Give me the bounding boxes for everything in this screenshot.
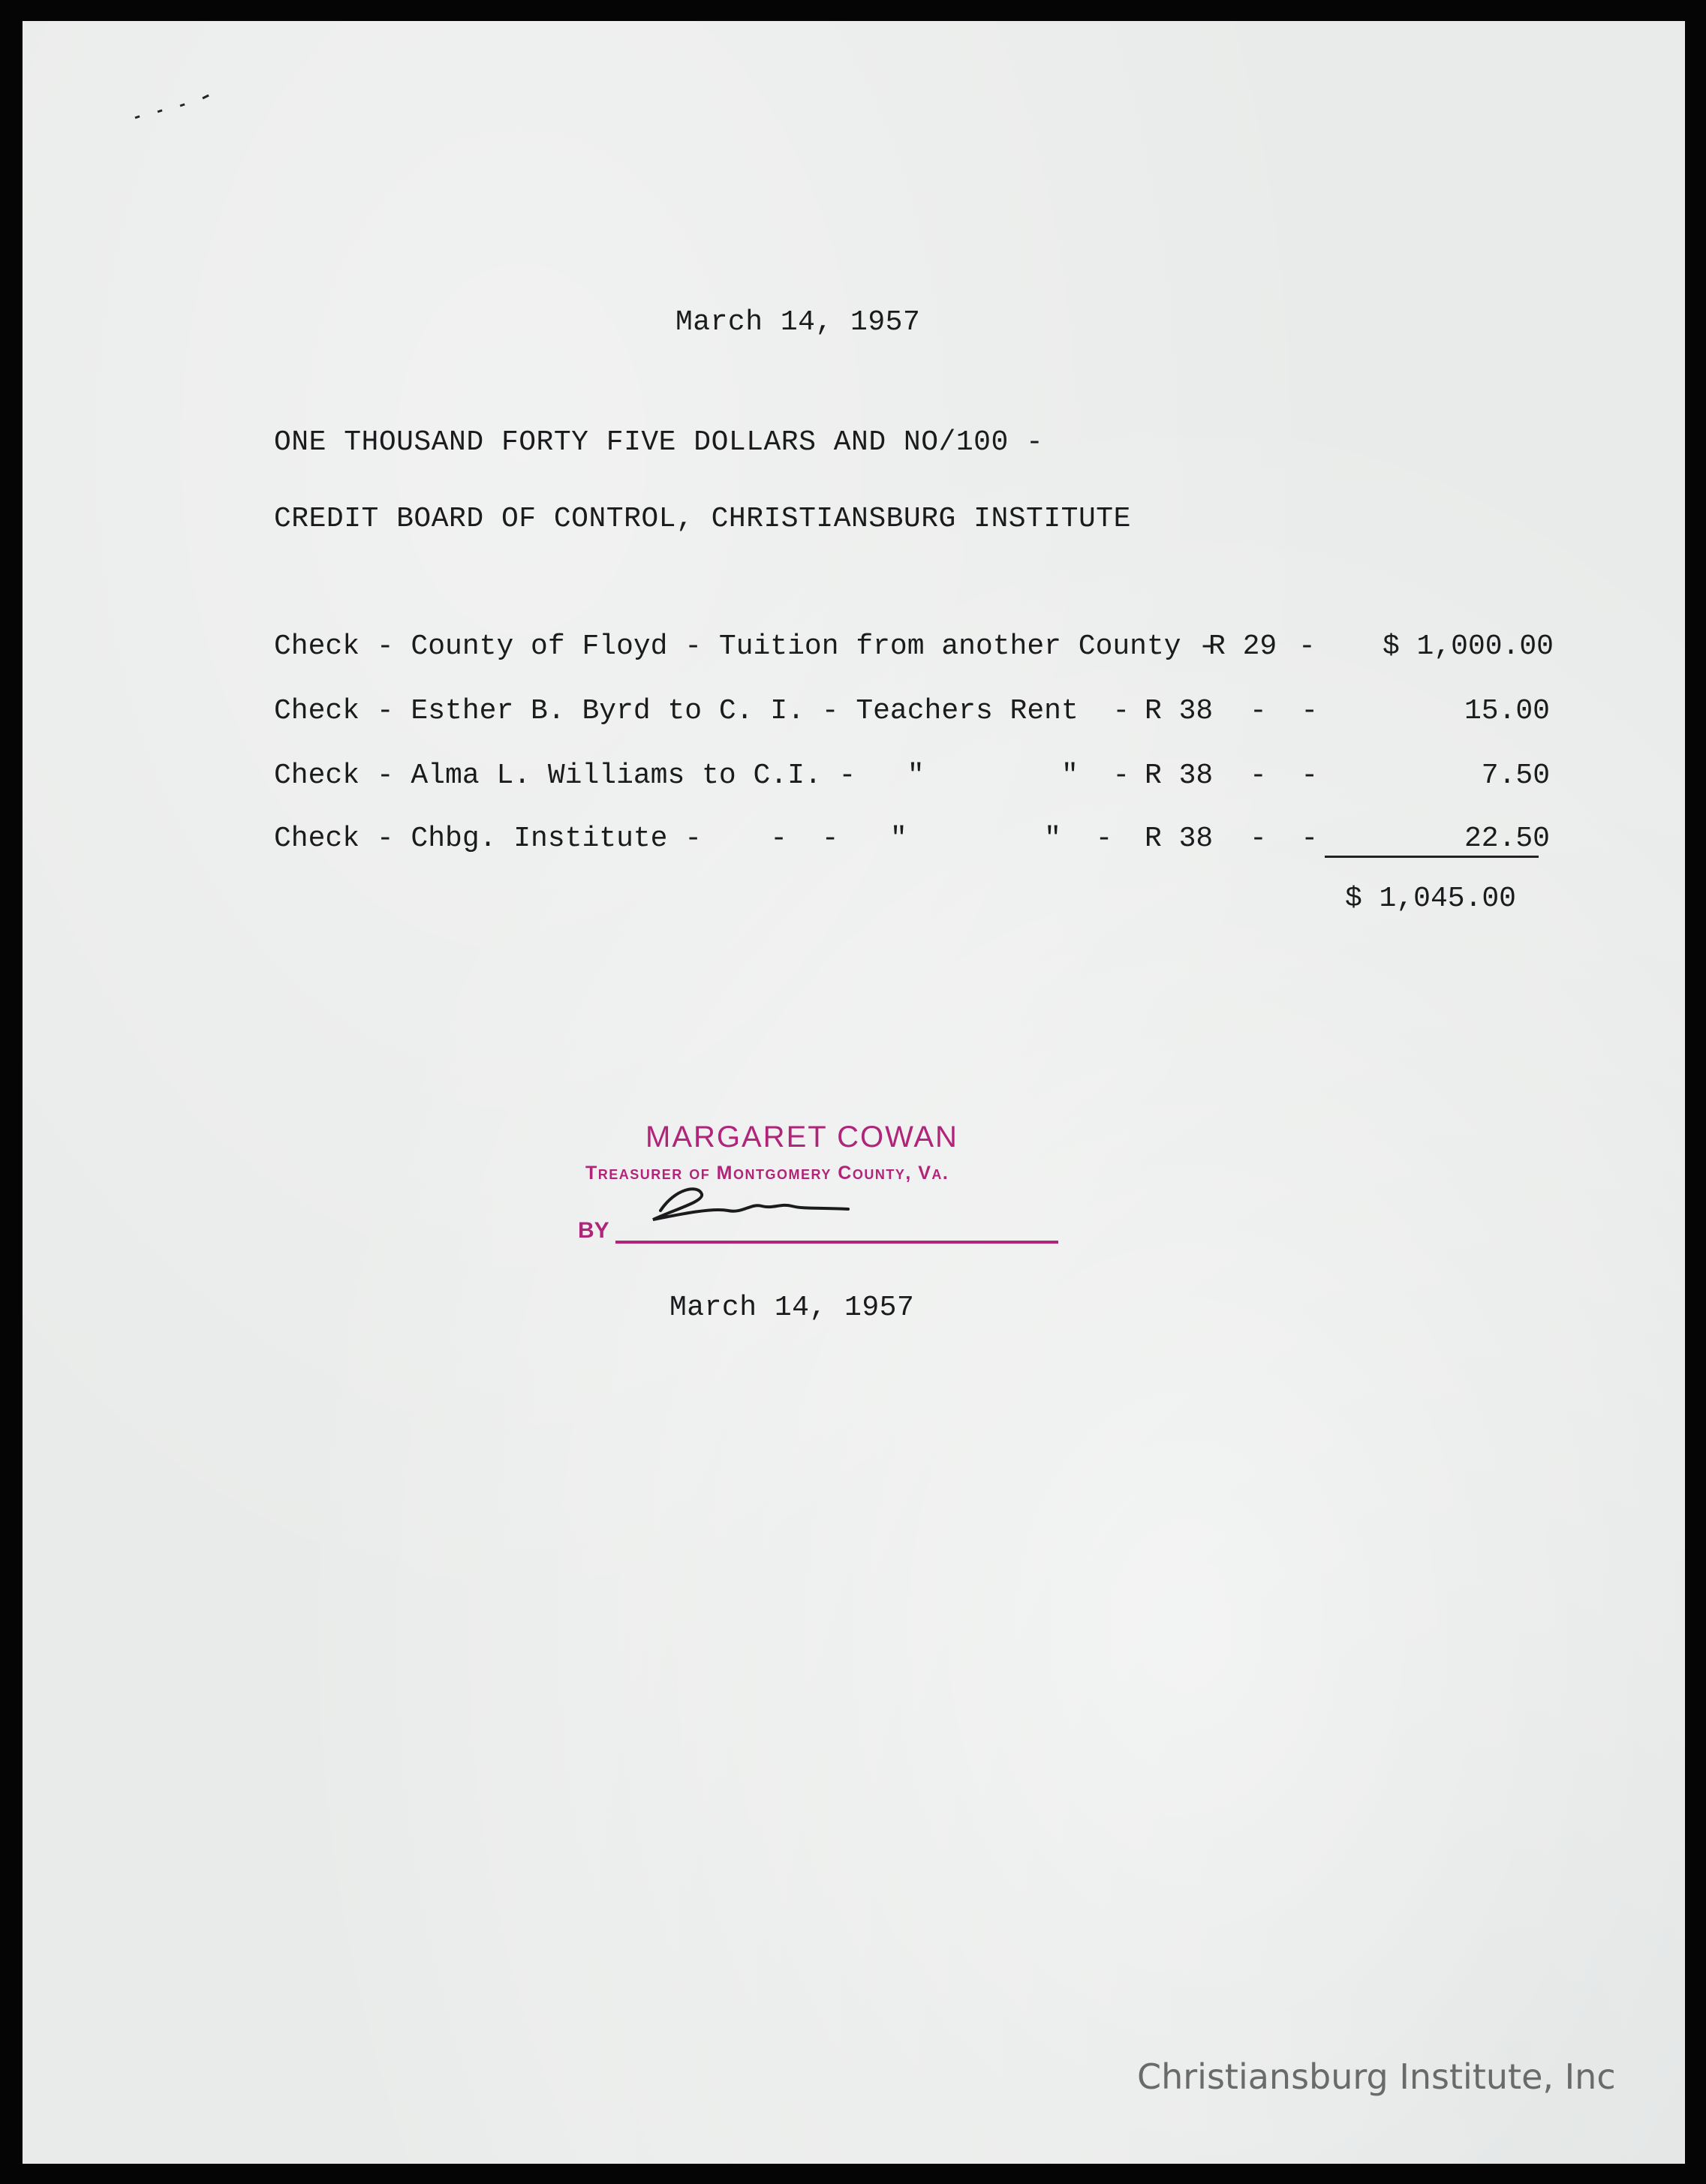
check-amount: $ 1,000.00 — [1382, 630, 1554, 663]
stamp-name: MARGARET COWAN — [645, 1121, 958, 1154]
document-date-top: March 14, 1957 — [675, 306, 921, 338]
total-amount: $ 1,045.00 — [1344, 883, 1516, 915]
check-reference: R 38 — [1145, 823, 1214, 855]
check-description: Check - Esther B. Byrd to C. I. - Teachers Rent - — [274, 695, 1130, 727]
stamp-signature-line — [615, 1241, 1058, 1244]
sum-rule — [1325, 856, 1539, 858]
check-description: Check - Chbg. Institute - - - " " - — [274, 823, 1113, 855]
check-row — [274, 823, 1550, 860]
check-amount: 22.50 — [1464, 823, 1550, 855]
check-reference: R 38 — [1145, 695, 1214, 727]
stamp-title: Treasurer of Montgomery County, Va. — [585, 1163, 949, 1184]
check-reference: R 38 — [1145, 760, 1214, 792]
check-dash: - - — [1250, 760, 1319, 792]
watermark: Christiansburg Institute, Inc — [1137, 2056, 1616, 2097]
check-description: Check - County of Floyd - Tuition from another County - — [274, 630, 1216, 663]
check-row — [274, 630, 1554, 668]
check-row — [274, 760, 1550, 797]
check-dash: - - — [1250, 823, 1319, 855]
stamp-by-label: BY — [578, 1218, 609, 1243]
ink-specks — [128, 85, 233, 130]
check-reference: R 29 — [1208, 630, 1277, 663]
check-amount: 15.00 — [1464, 695, 1550, 727]
handwritten-signature — [630, 1181, 871, 1233]
check-row — [274, 695, 1550, 733]
document-date-bottom: March 14, 1957 — [669, 1292, 915, 1324]
check-dash: - - — [1250, 695, 1319, 727]
amount-in-words: ONE THOUSAND FORTY FIVE DOLLARS AND NO/100 - — [274, 426, 1044, 459]
paper-sheet — [23, 21, 1685, 2164]
check-dash: - — [1298, 630, 1316, 663]
credit-line: CREDIT BOARD OF CONTROL, CHRISTIANSBURG INSTITUTE — [274, 503, 1131, 535]
check-description: Check - Alma L. Williams to C.I. - " " - — [274, 760, 1130, 792]
check-amount: 7.50 — [1481, 760, 1550, 792]
